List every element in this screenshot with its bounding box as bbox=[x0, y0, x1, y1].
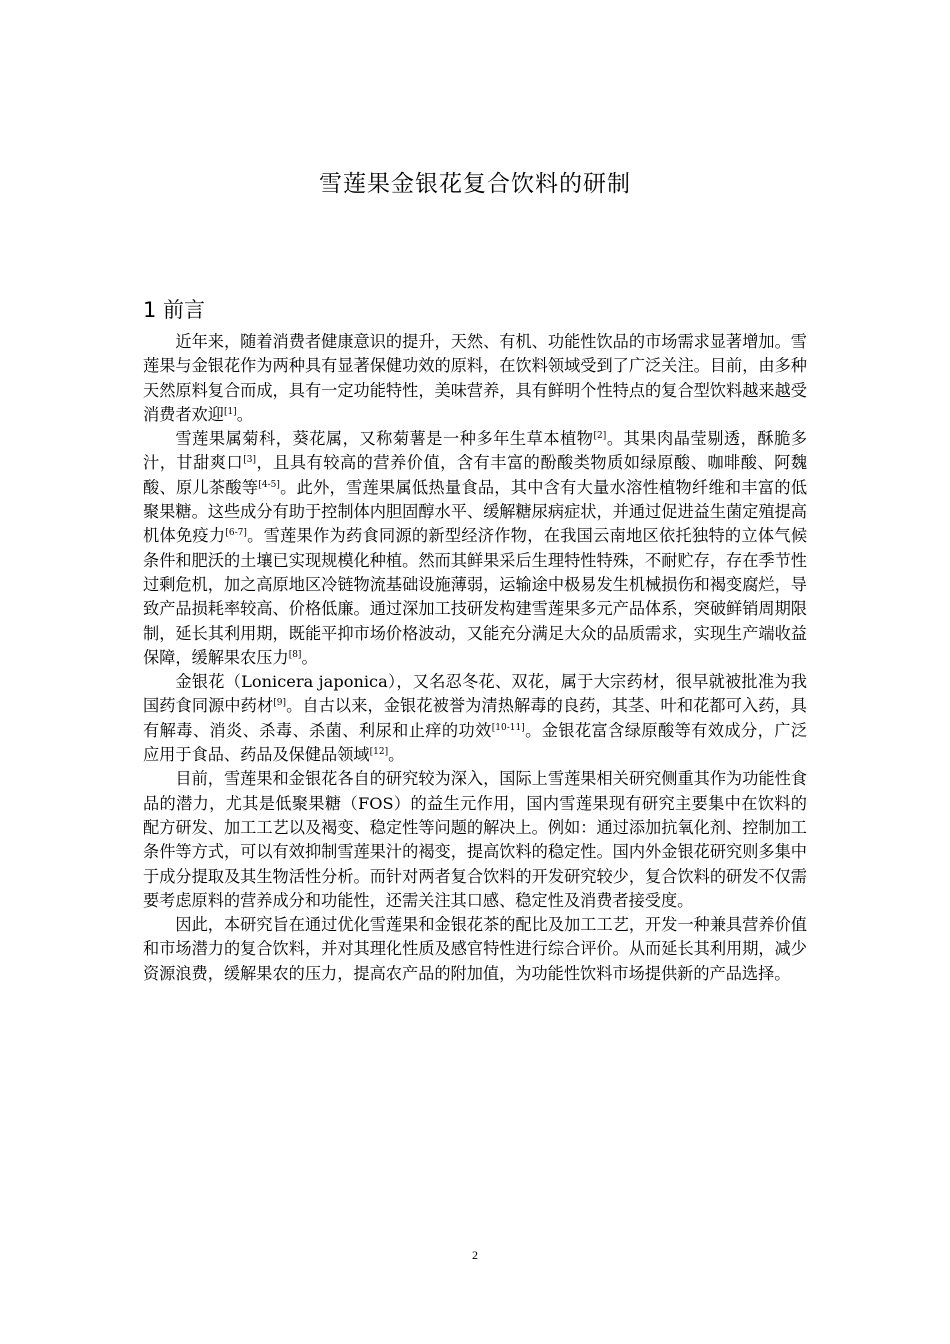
paragraph-text: 。 bbox=[301, 647, 318, 667]
citation-reference: [1] bbox=[223, 406, 237, 417]
citation-reference: [4-5] bbox=[258, 479, 280, 490]
body-paragraph bbox=[143, 913, 807, 986]
page-number: 2 bbox=[472, 1248, 478, 1262]
section-heading: 1 前言 bbox=[143, 298, 206, 322]
paragraph-text: 目前，雪莲果和金银花各自的研究较为深入，国际上雪莲果相关研究侧重其作为功能性食品的潜力，尤其是低聚果糖（FOS）的益生元作用，国内雪莲果现有研究主要集中在饮料的配方研发、加工工艺以及褐变、稳定性等问题的解决上。例如：通过添加抗氧化剂、控制加工条件等方式，可以有效抑制雪莲果汁的褐变，提高饮料的稳定性。国内外金银花研究则多集中于成分提取及其生物活性分析。而针对两者复合饮料的开发研究较少，复合饮料的研发不仅需要考虑原料的营养成分和功能性，还需关注其口感、稳定性及消费者接受度。 bbox=[143, 769, 807, 910]
paragraph-text: 。 bbox=[236, 404, 253, 424]
paragraph-text: 因此，本研究旨在通过优化雪莲果和金银花茶的配比及加工工艺，开发一种兼具营养价值和市场潜力的复合饮料，并对其理化性质及感官特性进行综合评价。从而延长其利用期，减少资源浪费，缓解果农的压力，提高农产品的附加值，为功能性饮料市场提供新的产品选择。 bbox=[143, 915, 807, 983]
citation-reference: [3] bbox=[243, 455, 256, 466]
document-title: 雪莲果金银花复合饮料的研制 bbox=[319, 171, 631, 197]
paragraph-text: ，且具有较高的营养价值，含有丰富的酚酸类物质如绿原酸、咖啡酸、阿魏酸、原儿茶酸等 bbox=[143, 453, 808, 497]
body-text bbox=[143, 330, 807, 986]
body-paragraph bbox=[143, 330, 807, 427]
paragraph-text: 。 bbox=[388, 745, 405, 765]
paragraph-text: 。此外，雪莲果属低热量食品，其中含有大量水溶性植物纤维和丰富的低聚果糖。这些成分有助于控制体内胆固醇水平、缓解糖尿病症状，并通过促进益生菌定殖提高机体免疫力 bbox=[143, 477, 808, 546]
citation-reference: [9] bbox=[273, 698, 286, 709]
body-paragraph bbox=[143, 767, 807, 913]
paragraph-text: 。金银花富含绿原酸等有效成分，广泛应用于食品、药品及保健品领域 bbox=[143, 720, 808, 765]
citation-reference: [6-7] bbox=[225, 528, 247, 539]
citation-reference: [8] bbox=[288, 649, 302, 660]
citation-reference: [10-11] bbox=[491, 722, 525, 733]
paragraph-text: 。自古以来，金银花被誉为清热解毒的良药，其茎、叶和花都可入药，具有解毒、消炎、杀毒、杀菌、利尿和止痒的功效 bbox=[143, 696, 807, 740]
citation-reference: [2] bbox=[593, 431, 607, 442]
paragraph-text: 近年来，随着消费者健康意识的提升，天然、有机、功能性饮品的市场需求显著增加。雪莲果与金银花作为两种具有显著保健功效的原料，在饮料领域受到了广泛关注。目前，由多种天然原料复合而成，具有一定功能特性，美味营养，具有鲜明个性特点的复合型饮料越来越受消费者欢迎 bbox=[143, 332, 807, 424]
body-paragraph bbox=[143, 670, 807, 767]
paragraph-text: 。雪莲果作为药食同源的新型经济作物，在我国云南地区依托独特的立体气候条件和肥沃的土壤已实现规模化种植。然而其鲜果采后生理特性特殊，不耐贮存，存在季节性过剩危机，加之高原地区冷链物流基础设施薄弱，运输途中极易发生机械损伤和褐变腐烂，导致产品损耗率较高、价格低廉。通过深加工技研发构建雪莲果多元产品体系，突破鲜销周期限制，延长其利用期，既能平抑市场价格波动，又能充分满足大众的品质需求，实现生产端收益保障，缓解果农压力 bbox=[143, 526, 808, 667]
citation-reference: [12] bbox=[369, 747, 389, 758]
paragraph-text: 雪莲果属菊科，葵花属，又称菊薯是一种多年生草本植物 bbox=[175, 429, 594, 449]
body-paragraph bbox=[143, 427, 807, 670]
paragraph-text: 金银花（Lonicera japonica），又名忍冬花、双花，属于大宗药材，很早就被批准为我国药食同源中药材 bbox=[143, 672, 807, 716]
paragraph-text: 。其果肉晶莹剔透，酥脆多汁，甘甜爽口 bbox=[143, 429, 808, 473]
